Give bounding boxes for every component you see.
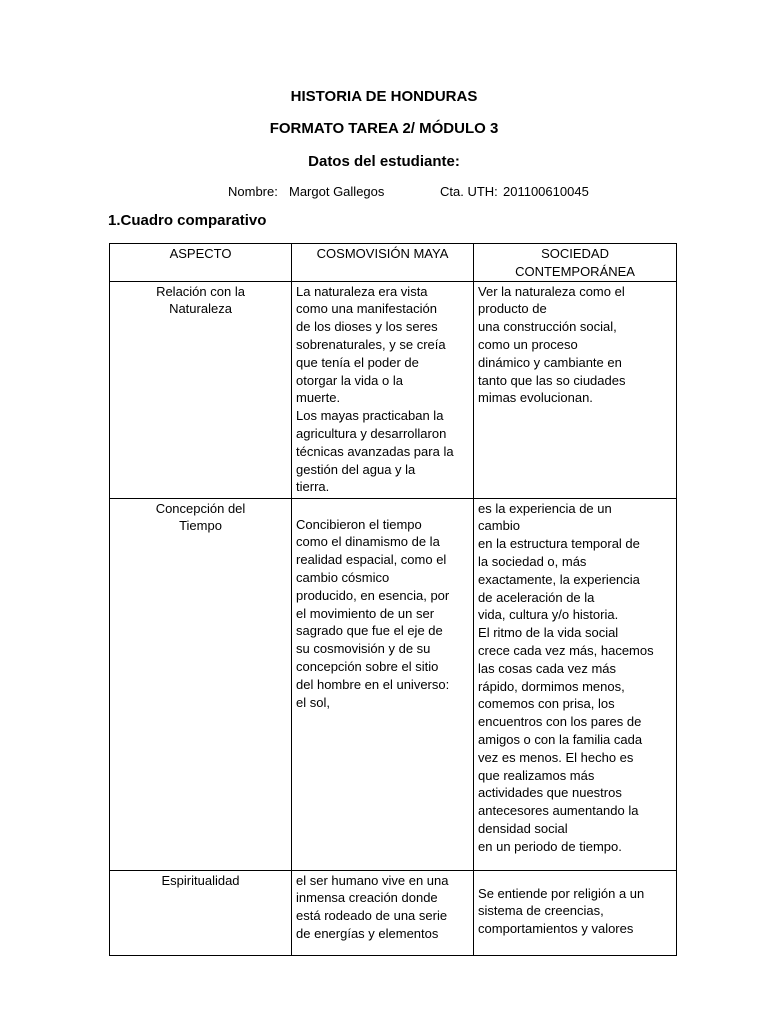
account-label: Cta. UTH: <box>440 184 498 199</box>
header-aspecto: ASPECTO <box>110 244 292 282</box>
aspect-cell: Concepción del Tiempo <box>110 498 292 870</box>
table-row <box>110 870 677 955</box>
name-value: Margot Gallegos <box>289 184 385 199</box>
comparison-table <box>109 243 677 956</box>
name-label: Nombre: <box>228 184 278 199</box>
table-row <box>110 498 677 870</box>
student-heading: Datos del estudiante: <box>308 153 460 170</box>
maya-cell: La naturaleza era vista como una manifestación de los dioses y los seres sobrenaturales, y se creía que tenía el poder de otorgar la vida o la muerte. Los mayas practicaban la agricultura y desarrollaron técnicas avanzadas para la gestión del agua y la tierra. <box>292 281 474 498</box>
document-title: HISTORIA DE HONDURAS <box>290 88 478 105</box>
document-subtitle: FORMATO TAREA 2/ MÓDULO 3 <box>269 120 499 137</box>
sociedad-cell: es la experiencia de un cambio en la estructura temporal de la sociedad o, más exactamente, la experiencia de aceleración de la vida, cultura y/o historia. El ritmo de la vida social crece cada vez más, hacemos las cosas cada vez más rápido, dormimos menos, comemos con prisa, los encuentros con los pares de amigos o con la familia cada vez es menos. El hecho es que realizamos más actividades que nuestros antecesores aumentando la densidad social en un periodo de tiempo. <box>474 498 677 870</box>
aspect-cell: Relación con la Naturaleza <box>110 281 292 498</box>
header-cosmovision-maya: COSMOVISIÓN MAYA <box>292 244 474 282</box>
table-row <box>110 281 677 498</box>
header-sociedad-contemporanea: SOCIEDAD CONTEMPORÁNEA <box>474 244 677 282</box>
maya-cell: Concibieron el tiempo como el dinamismo de la realidad espacial, como el cambio cósmico producido, en esencia, por el movimiento de un ser sagrado que fue el eje de su cosmovisión y de su concepción sobre el sitio del hombre en el universo: el sol, <box>292 498 474 870</box>
account-value: 201100610045 <box>503 184 589 199</box>
section-title: 1.Cuadro comparativo <box>108 212 267 229</box>
aspect-cell: Espiritualidad <box>110 870 292 955</box>
table-header-row <box>110 244 677 282</box>
sociedad-cell: Ver la naturaleza como el producto de una construcción social, como un proceso dinámico y cambiante en tanto que las so ciudades mimas evolucionan. <box>474 281 677 498</box>
sociedad-cell: Se entiende por religión a un sistema de creencias, comportamientos y valores <box>474 870 677 955</box>
maya-cell: el ser humano vive en una inmensa creación donde está rodeado de una serie de energías y elementos <box>292 870 474 955</box>
